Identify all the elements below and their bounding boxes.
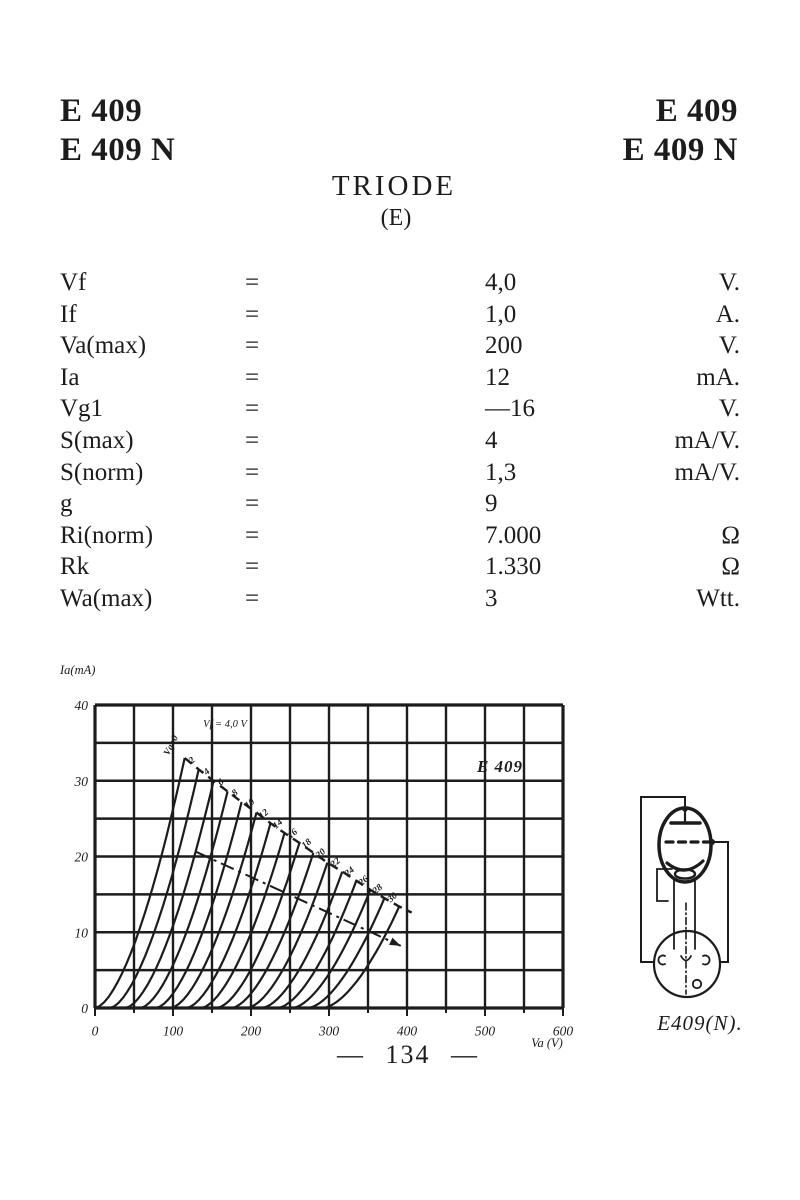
spec-param: Rk xyxy=(60,553,90,581)
y-tick-label: 10 xyxy=(74,925,88,941)
spec-table xyxy=(60,267,740,615)
anode-characteristics-chart xyxy=(50,650,580,1050)
spec-unit: V. xyxy=(718,332,740,360)
spec-param: S(max) xyxy=(60,426,134,454)
spec-param: g xyxy=(60,490,73,518)
spec-unit xyxy=(660,488,740,520)
socket-wiring-diagram xyxy=(612,778,792,1050)
tube-code-line: E 409 xyxy=(60,93,143,129)
spec-row xyxy=(60,362,740,394)
curve-label: 22 xyxy=(329,856,343,871)
load-line-arrowhead xyxy=(389,938,401,946)
spec-value: 200 xyxy=(485,332,523,360)
x-tick-label: 100 xyxy=(162,1023,184,1039)
spec-row xyxy=(60,330,740,362)
spec-param: Ia xyxy=(60,363,80,391)
spec-equals: = xyxy=(245,553,260,581)
spec-value: 4,0 xyxy=(485,269,517,296)
y-tick-label: 30 xyxy=(74,773,88,789)
spec-param: If xyxy=(60,300,77,328)
pin-left xyxy=(658,956,665,965)
y-tick-label: 20 xyxy=(74,849,88,865)
diagram-label: E409(N). xyxy=(657,1011,743,1035)
spec-unit: mA. xyxy=(696,363,740,391)
spec-param: Wa(max) xyxy=(60,584,153,612)
tube-code-left xyxy=(60,92,175,170)
spec-value: 1,0 xyxy=(485,300,517,328)
spec-row xyxy=(60,551,740,583)
curve-label: 12 xyxy=(257,807,272,822)
curve-label-vg0: Vg=0 xyxy=(162,733,182,758)
curve-label: 8 xyxy=(230,788,241,799)
spec-param: Vg1 xyxy=(60,395,104,423)
spec-value: —16 xyxy=(485,395,535,423)
anode-curve-vg-26 xyxy=(292,890,370,1008)
spec-value: 9 xyxy=(485,490,498,518)
spec-unit: mA/V. xyxy=(674,458,740,486)
curve-label: 18 xyxy=(300,837,314,852)
anode-curve-vg-28 xyxy=(308,898,385,1008)
pin-right xyxy=(703,956,710,965)
tube-code-right xyxy=(623,92,738,170)
spec-row xyxy=(60,583,740,615)
x-tick-label: 200 xyxy=(240,1023,262,1039)
curve-label: 10 xyxy=(243,797,258,811)
spec-unit: Ω xyxy=(721,553,740,581)
spec-equals: = xyxy=(245,426,260,454)
curve-label: 16 xyxy=(286,827,300,842)
grid-wire xyxy=(713,842,728,962)
anode-curve-vg-30 xyxy=(323,907,399,1009)
spec-unit: V. xyxy=(718,269,740,296)
spec-param: Ri(norm) xyxy=(60,521,154,549)
x-tick-label: 0 xyxy=(91,1023,99,1039)
spec-param: S(norm) xyxy=(60,458,144,486)
spec-equals: = xyxy=(245,490,260,518)
spec-unit: Wtt. xyxy=(696,584,740,612)
chart-inset-title: E 409 xyxy=(476,757,524,776)
spec-unit: V. xyxy=(718,395,740,423)
x-tick-label: 500 xyxy=(474,1023,496,1039)
x-tick-label: 300 xyxy=(318,1023,340,1039)
spec-row xyxy=(60,457,740,489)
curve-label: 24 xyxy=(343,865,357,880)
curve-label: 20 xyxy=(314,847,328,861)
spec-row xyxy=(60,520,740,552)
pin-bottom xyxy=(693,980,701,988)
spec-value: 3 xyxy=(485,584,498,612)
spec-equals: = xyxy=(245,458,260,486)
spec-equals: = xyxy=(245,395,260,423)
spec-row xyxy=(60,488,740,520)
filament-voltage-annotation: Vf = 4,0 V xyxy=(203,719,247,730)
curve-label: 6 xyxy=(216,777,227,789)
spec-value: 4 xyxy=(485,426,498,454)
spec-equals: = xyxy=(245,300,260,328)
spec-param: Va(max) xyxy=(60,332,147,360)
spec-param: Vf xyxy=(60,269,87,296)
curve-label: 26 xyxy=(357,874,371,889)
tube-top-nub xyxy=(682,806,688,812)
spec-equals: = xyxy=(245,363,260,391)
y-tick-label: 0 xyxy=(81,1001,88,1016)
anode-curve-vg-22 xyxy=(262,872,342,1008)
page-subtitle: (E) xyxy=(380,205,412,231)
spec-value: 12 xyxy=(485,363,510,391)
spec-row xyxy=(60,299,740,331)
spec-equals: = xyxy=(245,521,260,549)
curve-label: 28 xyxy=(371,882,385,897)
spec-row xyxy=(60,393,740,425)
x-tick-label: 400 xyxy=(396,1023,418,1039)
spec-unit: Ω xyxy=(721,521,740,549)
y-tick-label: 40 xyxy=(74,698,88,713)
curve-label: 30 xyxy=(386,891,400,905)
spec-equals: = xyxy=(245,269,260,296)
page-number: — 134 — xyxy=(337,1040,479,1069)
tube-code-line: E 409 xyxy=(655,93,738,129)
spec-equals: = xyxy=(245,332,260,360)
x-tick-label: 600 xyxy=(552,1023,574,1039)
spec-row xyxy=(60,425,740,457)
spec-equals: = xyxy=(245,584,260,612)
curve-label: 2 xyxy=(187,755,198,767)
spec-value: 7.000 xyxy=(485,521,542,549)
spec-unit: A. xyxy=(715,300,740,328)
spec-row xyxy=(60,267,740,299)
spec-unit: mA/V. xyxy=(674,426,740,454)
spec-value: 1,3 xyxy=(485,458,517,486)
page-title: TRIODE xyxy=(331,170,457,202)
curve-label: 14 xyxy=(271,817,286,832)
curve-label: 4 xyxy=(202,766,213,778)
tube-code-line: E 409 N xyxy=(60,132,176,168)
tube-code-line: E 409 N xyxy=(622,132,738,168)
y-axis-title: Ia(mA) xyxy=(60,663,96,677)
x-axis-title: Va (V) xyxy=(531,1036,563,1050)
spec-value: 1.330 xyxy=(485,553,542,581)
